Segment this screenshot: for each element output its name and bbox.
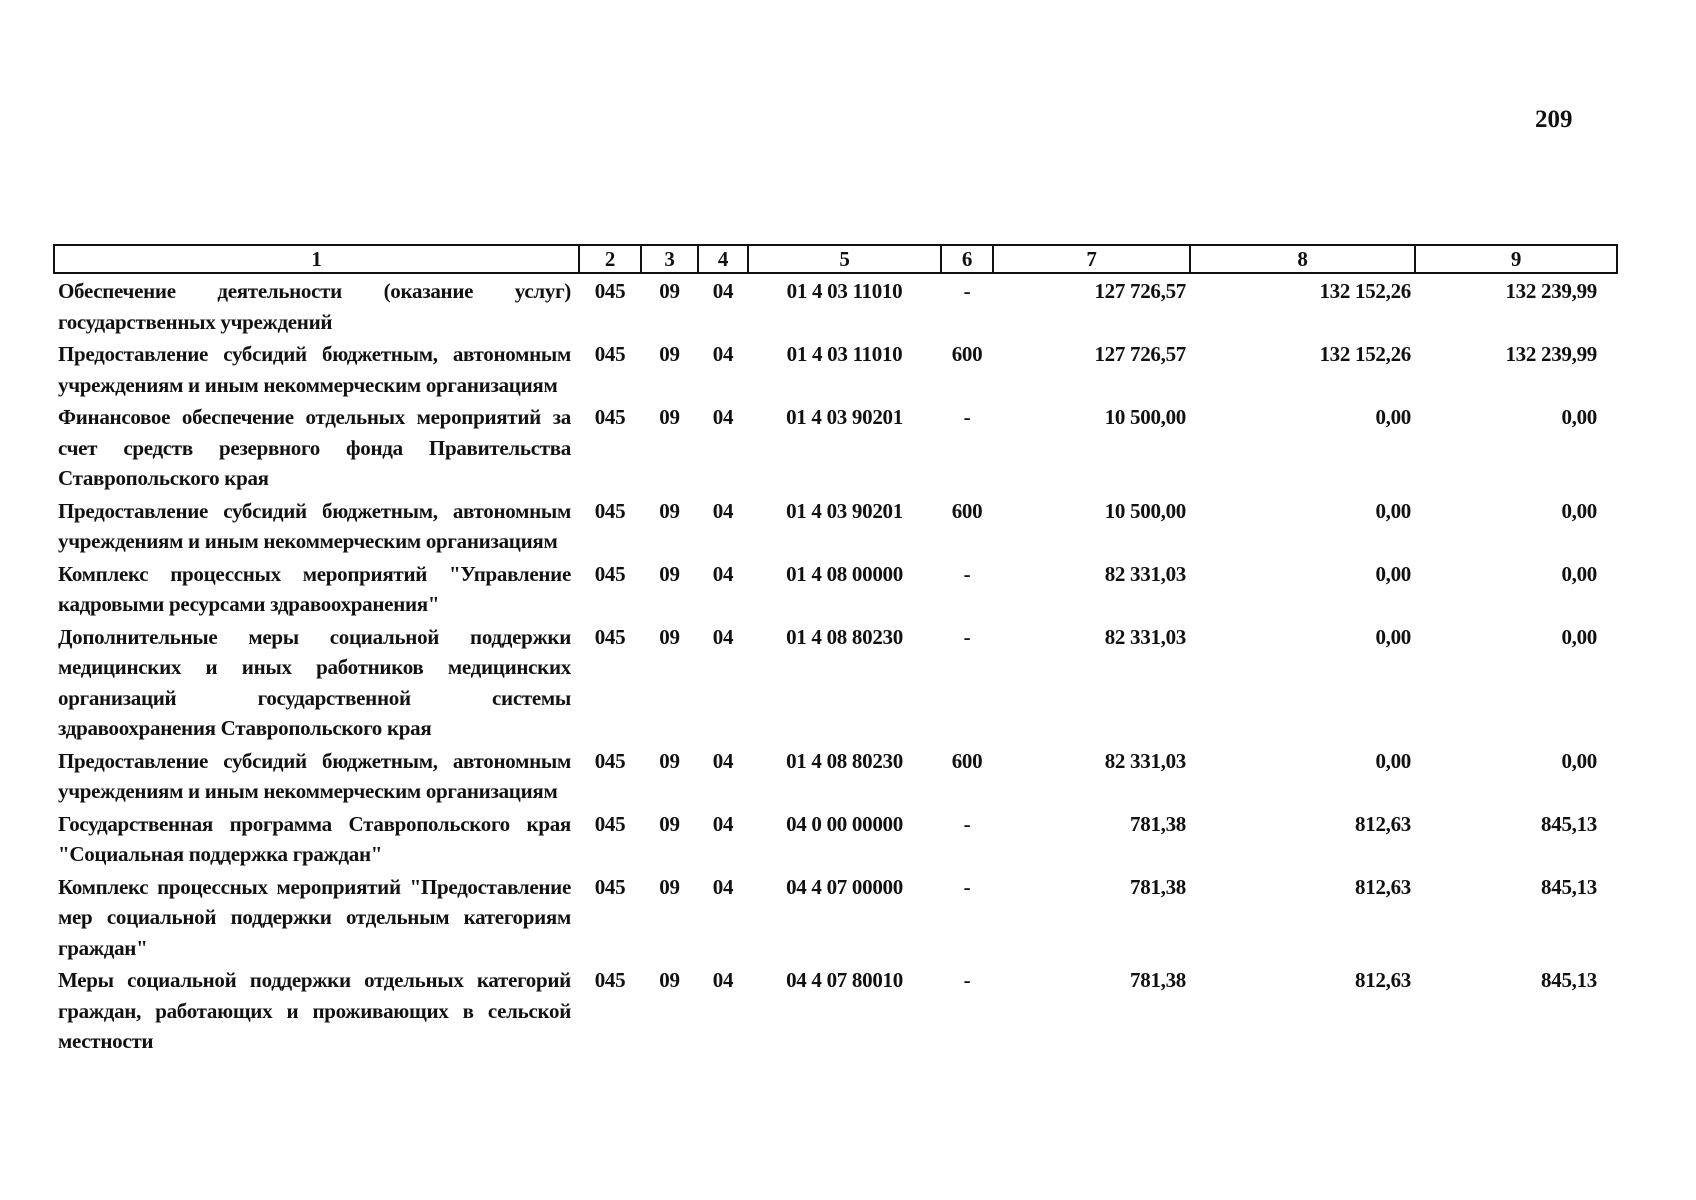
amount-col8: 0,00 (1375, 498, 1411, 523)
table-row (54, 400, 1617, 494)
table-row (54, 494, 1617, 557)
subsection-code: 04 (712, 624, 734, 649)
amount-col8: 132 152,26 (1319, 342, 1411, 366)
item-name: Обеспечение деятельности (оказание услуг) государственных учреждений (58, 279, 571, 334)
ministry-code: 045 (594, 342, 626, 366)
item-name: Комплекс процессных мероприятий "Управление кадровыми ресурсами здравоохранения" (58, 561, 571, 616)
ministry-code: 045 (594, 279, 626, 303)
subsection-code: 04 (712, 748, 734, 773)
table-row (54, 807, 1617, 870)
amount-col8: 812,63 (1355, 811, 1411, 836)
item-name: Предоставление субсидий бюджетным, автономным учреждениям и иным некоммерческим организациям (58, 342, 571, 397)
expense-type-code: - (963, 405, 971, 429)
expense-type-code: 600 (951, 748, 983, 773)
amount-col7: 82 331,03 (1104, 624, 1186, 649)
header-cell: 1 (54, 245, 579, 273)
section-code: 09 (659, 811, 680, 836)
target-article-code: 01 4 03 11010 (786, 342, 903, 366)
amount-col8: 0,00 (1375, 748, 1411, 773)
subsection-code: 04 (712, 968, 734, 992)
amount-col9: 0,00 (1561, 624, 1597, 649)
amount-col8: 812,63 (1355, 874, 1411, 899)
item-name: Комплекс процессных мероприятий "Предоставление мер социальной поддержки отдельным категориям граждан" (58, 874, 571, 960)
expense-type-code: - (963, 968, 971, 992)
target-article-code: 01 4 03 11010 (786, 279, 903, 303)
subsection-code: 04 (712, 811, 734, 836)
item-name: Государственная программа Ставропольского края "Социальная поддержка граждан" (58, 811, 571, 866)
target-article-code: 01 4 08 80230 (786, 748, 903, 773)
target-article-code: 01 4 03 90201 (786, 498, 903, 523)
header-cell: 5 (748, 245, 941, 273)
target-article-code: 01 4 03 90201 (786, 405, 903, 429)
amount-col7: 10 500,00 (1104, 405, 1186, 429)
amount-col8: 0,00 (1375, 561, 1411, 586)
ministry-code: 045 (594, 874, 626, 899)
header-cell: 9 (1415, 245, 1617, 273)
subsection-code: 04 (712, 874, 734, 899)
ministry-code: 045 (594, 748, 626, 773)
amount-col9: 132 239,99 (1505, 342, 1597, 366)
item-name: Меры социальной поддержки отдельных категорий граждан, работающих и проживающих в сельской местности (58, 968, 571, 1053)
amount-col9: 0,00 (1561, 405, 1597, 429)
ministry-code: 045 (594, 968, 626, 992)
amount-col7: 82 331,03 (1104, 561, 1186, 586)
section-code: 09 (659, 405, 680, 429)
amount-col9: 845,13 (1541, 811, 1597, 836)
expense-type-code: - (963, 279, 971, 303)
header-cell: 8 (1190, 245, 1415, 273)
header-row (54, 245, 1617, 273)
expense-type-code: - (963, 874, 971, 899)
ministry-code: 045 (594, 811, 626, 836)
budget-table (53, 244, 1618, 1057)
expense-type-code: - (963, 624, 971, 649)
table-row (54, 620, 1617, 744)
table-body (54, 273, 1617, 1057)
amount-col9: 845,13 (1541, 968, 1597, 992)
section-code: 09 (659, 279, 680, 303)
target-article-code: 01 4 08 80230 (786, 624, 903, 649)
section-code: 09 (659, 748, 680, 773)
target-article-code: 04 4 07 00000 (786, 874, 903, 899)
subsection-code: 04 (712, 342, 734, 366)
amount-col7: 127 726,57 (1094, 279, 1186, 303)
expense-type-code: - (963, 561, 971, 586)
amount-col9: 0,00 (1561, 748, 1597, 773)
ministry-code: 045 (594, 561, 626, 586)
table-row (54, 963, 1617, 1057)
section-code: 09 (659, 561, 680, 586)
subsection-code: 04 (712, 405, 734, 429)
amount-col8: 0,00 (1375, 405, 1411, 429)
target-article-code: 04 0 00 00000 (786, 811, 903, 836)
ministry-code: 045 (594, 498, 626, 523)
header-cell: 4 (698, 245, 748, 273)
amount-col8: 132 152,26 (1319, 279, 1411, 303)
table-row (54, 870, 1617, 964)
table-row (54, 337, 1617, 400)
amount-col8: 0,00 (1375, 624, 1411, 649)
amount-col9: 0,00 (1561, 498, 1597, 523)
amount-col8: 812,63 (1355, 968, 1411, 992)
header-cell: 6 (941, 245, 993, 273)
expense-type-code: - (963, 811, 971, 836)
amount-col9: 0,00 (1561, 561, 1597, 586)
amount-col9: 845,13 (1541, 874, 1597, 899)
expense-type-code: 600 (951, 498, 983, 523)
target-article-code: 01 4 08 00000 (786, 561, 903, 586)
subsection-code: 04 (712, 498, 734, 523)
section-code: 09 (659, 874, 680, 899)
table-row (54, 273, 1617, 337)
subsection-code: 04 (712, 561, 734, 586)
subsection-code: 04 (712, 279, 734, 303)
amount-col7: 781,38 (1130, 874, 1186, 899)
target-article-code: 04 4 07 80010 (786, 968, 903, 992)
section-code: 09 (659, 624, 680, 649)
table-header (54, 245, 1617, 273)
page-number: 209 (1535, 106, 1573, 133)
section-code: 09 (659, 498, 680, 523)
header-cell: 3 (641, 245, 698, 273)
amount-col9: 132 239,99 (1505, 279, 1597, 303)
item-name: Дополнительные меры социальной поддержки медицинских и иных работников медицинских организаций государственной системы здравоохранения Ставропольского края (58, 624, 571, 740)
item-name: Предоставление субсидий бюджетным, автономным учреждениям и иным некоммерческим организациям (58, 498, 571, 553)
amount-col7: 781,38 (1130, 811, 1186, 836)
amount-col7: 127 726,57 (1094, 342, 1186, 366)
item-name: Финансовое обеспечение отдельных мероприятий за счет средств резервного фонда Правительства Ставропольского края (58, 405, 571, 490)
header-cell: 7 (993, 245, 1190, 273)
header-cell: 2 (579, 245, 641, 273)
section-code: 09 (659, 342, 680, 366)
amount-col7: 82 331,03 (1104, 748, 1186, 773)
expense-type-code: 600 (951, 342, 983, 366)
amount-col7: 10 500,00 (1104, 498, 1186, 523)
ministry-code: 045 (594, 624, 626, 649)
table-row (54, 744, 1617, 807)
table-row (54, 557, 1617, 620)
section-code: 09 (659, 968, 680, 992)
amount-col7: 781,38 (1130, 968, 1186, 992)
item-name: Предоставление субсидий бюджетным, автономным учреждениям и иным некоммерческим организациям (58, 748, 571, 803)
ministry-code: 045 (594, 405, 626, 429)
